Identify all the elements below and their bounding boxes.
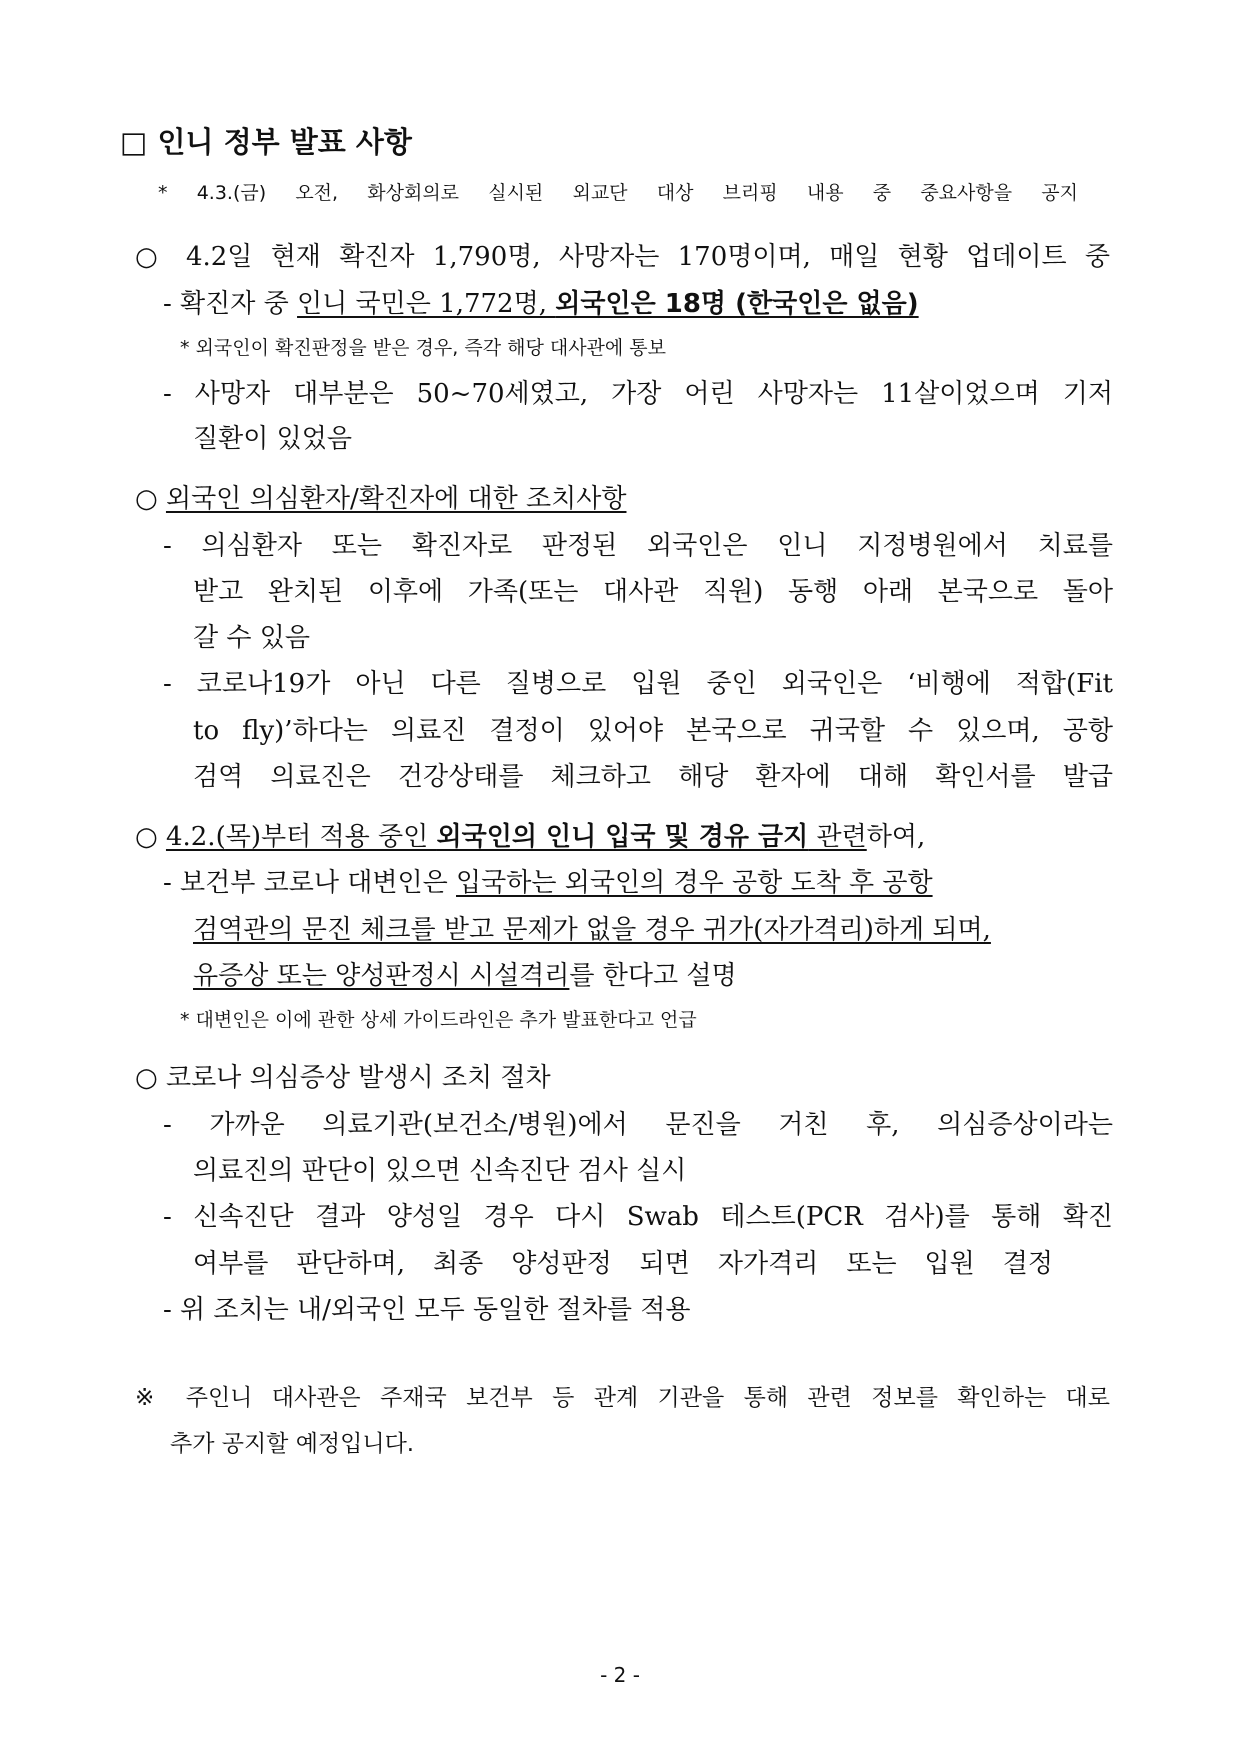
s3-main-underlined-1: 4.2.(목)부터 적용 중인: [165, 822, 437, 852]
closing-line1: ※ 주인니 대사관은 주재국 보건부 등 관계 기관을 통해 관련 정보를 확인하는 대로: [135, 1385, 1110, 1411]
s1-main: ○ 4.2일 현재 확진자 1,790명, 사망자는 170명이며, 매일 현황 업데이트 중: [135, 242, 1110, 272]
s3-note: * 대변인은 이에 관한 상세 가이드라인은 추가 발표한다고 언급: [180, 1009, 697, 1031]
s3-b1-prefix: - 보건부 코로나 대변인은: [163, 868, 457, 898]
s1-b1-underlined: 인니 국민은 1,772명,: [297, 289, 556, 319]
s2-main-underlined: 외국인 의심환자/확진자에 대한 조치사항: [165, 484, 627, 514]
page-number: - 2 -: [600, 1663, 640, 1687]
section-title: □ 인니 정부 발표 사항: [120, 125, 412, 159]
s2-main-prefix: ○: [135, 484, 166, 514]
s4-b3: - 위 조치는 내/외국인 모두 동일한 절차를 적용: [163, 1295, 691, 1325]
s2-main: [135, 478, 626, 515]
s3-main: [135, 816, 925, 853]
s1-b1-prefix: - 확진자 중: [163, 289, 298, 319]
s3-b1-suffix: 를 한다고 설명: [569, 961, 737, 991]
s2-b2-line1: - 코로나19가 아닌 다른 질병으로 입원 중인 외국인은 ‘비행에 적합(Fit: [163, 669, 1113, 699]
s3-main-suffix: 하여,: [866, 822, 926, 852]
closing-line2: 추가 공지할 예정입니다.: [170, 1431, 415, 1457]
s4-b1-line2: 의료진의 판단이 있으면 신속진단 검사 실시: [193, 1156, 687, 1186]
s4-b2-line2: 여부를 판단하며, 최종 양성판정 되면 자가격리 또는 입원 결정: [193, 1249, 1053, 1279]
s4-b1-line1: - 가까운 의료기관(보건소/병원)에서 문진을 거친 후, 의심증상이라는: [163, 1110, 1113, 1140]
s4-b2-line1: - 신속진단 결과 양성일 경우 다시 Swab 테스트(PCR 검사)를 통해 확진: [163, 1202, 1113, 1232]
s3-b1-line1: [163, 862, 933, 899]
s2-b1-line2: 받고 완치된 이후에 가족(또는 대사관 직원) 동행 아래 본국으로 돌아: [193, 577, 1113, 607]
s2-b1-line1: - 의심환자 또는 확진자로 판정된 외국인은 인니 지정병원에서 치료를: [163, 531, 1113, 561]
s3-b1-line2: 검역관의 문진 체크를 받고 문제가 없을 경우 귀가(자가격리)하게 되며,: [193, 915, 991, 945]
s4-main: ○ 코로나 의심증상 발생시 조치 절차: [135, 1063, 551, 1093]
s1-note: * 외국인이 확진판정을 받은 경우, 즉각 해당 대사관에 통보: [180, 337, 666, 359]
s2-b1-line3: 갈 수 있음: [193, 623, 310, 653]
s3-main-bold: 외국인의 인니 입국 및 경유 금지: [436, 822, 809, 852]
s3-b1-line3: [193, 955, 737, 992]
s1-bullet-1: [163, 283, 919, 320]
s2-b2-line3: 검역 의료진은 건강상태를 체크하고 해당 환자에 대해 확인서를 발급: [193, 762, 1113, 792]
s1-b1-bold: 외국인은 18명 (한국인은 없음): [555, 289, 919, 319]
s3-main-underlined-2: 관련: [808, 822, 867, 852]
s1-b2-line2: 질환이 있었음: [193, 424, 352, 454]
s3-main-prefix: ○: [135, 822, 166, 852]
s3-b1-underlined-3: 유증상 또는 양성판정시 시설격리: [193, 961, 570, 991]
s3-b1-underlined-1: 입국하는 외국인의 경우 공항 도착 후 공항: [456, 868, 933, 898]
intro-note: * 4.3.(금) 오전, 화상회의로 실시된 외교단 대상 브리핑 내용 중 중요사항을 공지: [158, 182, 1078, 204]
s1-b2-line1: - 사망자 대부분은 50~70세였고, 가장 어린 사망자는 11살이었으며 기저: [163, 379, 1113, 409]
s2-b2-line2: to fly)’하다는 의료진 결정이 있어야 본국으로 귀국할 수 있으며, 공항: [193, 716, 1113, 746]
